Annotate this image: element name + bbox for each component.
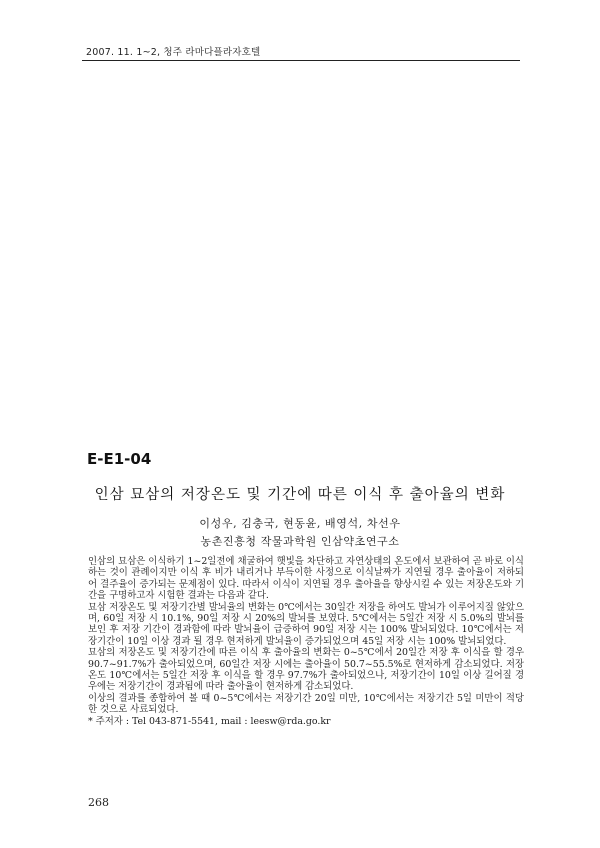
corresponding-author-contact: * 주저자 : Tel 043-871-5541, mail : leesw@rda.go.kr <box>88 715 331 727</box>
abstract-title: 인삼 묘삼의 저장온도 및 기간에 따른 이식 후 출아율의 변화 <box>94 487 506 503</box>
abstract-code: E-E1-04 <box>87 450 152 468</box>
header-divider <box>82 60 520 61</box>
page-number: 268 <box>88 796 109 809</box>
paragraph-intro: 인삼의 묘삼은 이식하기 1~2일전에 채굴하여 햇빛을 차단하고 자연상태의 온도에서 보관하여 곧 바로 이식하는 것이 관례이지만 이식 후 비가 내리거나 부득이한 사정으로 이식날짜가 지연될 경우 출아율이 저하되어 결주율이 증가되는 문제점이 있다. 따라서 이식이 지연될 경우 출아율을 향상시킬 수 있는 저장온도와 기간을 구명하고자 시험한 결과는 다음과 같다. <box>88 556 524 602</box>
paragraph-sprouting: 묘삼 저장온도 및 저장기간별 발뇌율의 변화는 0℃에서는 30일간 저장을 하여도 발뇌가 이루어지질 않았으며, 60일 저장 시 10.1%, 90일 저장 시 20%의 발뇌를 보였다. 5℃에서는 5일간 저장 시 5.0%의 발뇌를 보인 후 저장 기간이 경과함에 따라 발뇌율이 급증하여 90일 저장 시는 100% 발뇌되었다. 10℃에서는 저장기간이 10일 이상 경과 될 경우 현저하게 발뇌율이 증가되었으며 45일 저장 시는 100% 발뇌되었다. <box>88 601 524 647</box>
running-header: 2007. 11. 1~2, 청주 라마다플라자호텔 <box>86 47 261 58</box>
paragraph-conclusion: 이상의 결과를 종합하여 볼 때 0~5℃에서는 저장기간 20일 미만, 10℃에서는 저장기간 5일 미만이 적당한 것으로 사료되었다. <box>88 692 524 716</box>
affiliation: 농촌진흥청 작물과학원 인삼약초연구소 <box>200 535 400 548</box>
author-list: 이성우, 김충국, 현동윤, 배영석, 차선우 <box>199 517 401 530</box>
abstract-body <box>88 556 524 727</box>
paragraph-emergence: 묘삼의 저장온도 및 저장기간에 따른 이식 후 출아율의 변화는 0~5℃에서 20일간 저장 후 이식을 할 경우 90.7~91.7%가 출아되었으며, 60일간 저장 시에는 출아율이 50.7~55.5%로 현저하게 감소되었다. 저장온도 10℃에서는 5일간 저장 후 이식을 할 경우 97.7%가 출아되었으나, 저장기간이 10일 이상 길어질 경우에는 저장기간이 경과됨에 따라 출아율이 현저하게 감소되었다. <box>88 647 524 693</box>
